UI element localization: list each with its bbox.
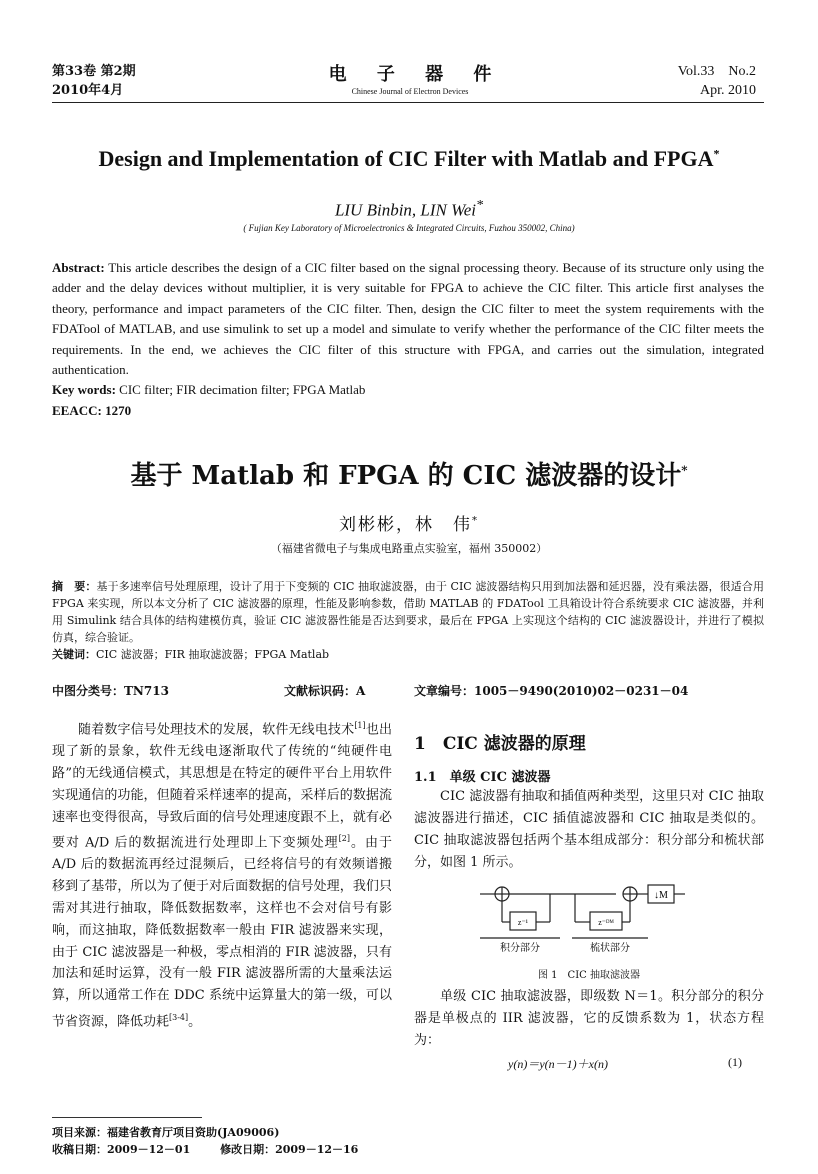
english-affiliation: ( Fujian Key Laboratory of Microelectronics & Integrated Circuits, Fuzhou 350002, China) bbox=[243, 223, 575, 233]
intro-paragraph: 随着数字信号处理技术的发展，软件无线电技术[1]也出现了新的景象，软件无线电逐渐取代了传统的“纯硬件电路”的无线通信模式，其思想是在特定的硬件平台上用软件实现通信的功能，但随着采样速率的提高，采样后的数据流速率也变得很高，导致后面的信号处理速度跟不上，就有必要对 A/D 后的数据流进行处理即上下变频处理[2]。由于 A/D 后的数据流再经过混频后，已经将信号的有效频谱搬移到了基带，所以为了便于对后面数据的信号处理，我们只需对其进行抽取，降低数据数率，这样也不会对信号有影响，而这抽取，降低数据数率一般由 FIR 滤波器来实现，由于 CIC 滤波器是一种极，零点相消的 FIR 滤波器，只有加法和延时运算，没有一般 FIR 滤波器所需的大量乘法运算，所以通常工作在 DDC 系统中运算量大的第一级，可以节省资源，降低功耗[3-4]。 bbox=[52, 721, 392, 1030]
keywords-label: Key words: bbox=[52, 382, 116, 398]
english-authors: LIU Binbin, LIN Wei* bbox=[334, 197, 484, 220]
subsection-title: 1.1 单级 CIC 滤波器 bbox=[414, 770, 551, 785]
equation-1: y(n)＝y(n－1)＋x(n) bbox=[508, 1057, 608, 1071]
english-title: Design and Implementation of CIC Filter with Matlab and FPGA* bbox=[98, 146, 720, 171]
chinese-abstract bbox=[52, 578, 764, 663]
keywords-line bbox=[52, 380, 764, 400]
cn-abstract-text: 基于多速率信号处理原理，设计了用于下变频的 CIC 抽取滤波器，由于 CIC 滤波器结构只用到加法器和延迟器，没有乘法器，很适合用 FPGA 来实现，所以本文分析了 CIC 滤波器的原理，性能及影响参数，借助 MATLAB 的 FDATool 工具箱设计符合系统要求 CIC 滤波器，并利用 Simulink 结合具体的结构建模仿真，验证 CIC 滤波器性能是否达到要求，最后在 FPGA 上实现这个结构的 CIC 滤波器设计，并进行了模拟仿真，综合验证。 bbox=[52, 580, 765, 644]
clc-code: 中图分类号：TN713 bbox=[52, 684, 169, 698]
english-abstract bbox=[52, 258, 764, 421]
document-code: 文献标识码：A bbox=[284, 684, 366, 698]
article-number: 文章编号：1005－9490(2010)02－0231－04 bbox=[414, 684, 689, 698]
date-en: Apr. 2010 bbox=[700, 83, 756, 98]
cn-abstract-paragraph bbox=[52, 578, 764, 646]
chinese-authors-mark: * bbox=[472, 515, 479, 527]
header-rule bbox=[52, 102, 764, 103]
journal-name-cn: 电 子 器 件 bbox=[328, 64, 504, 85]
volume-number: Vol.33 No.2 bbox=[677, 64, 756, 79]
journal-issue-left bbox=[52, 62, 136, 100]
chinese-title: 基于 Matlab 和 FPGA 的 CIC 滤波器的设计* bbox=[130, 461, 688, 491]
downsample-label: ↓M bbox=[654, 890, 668, 901]
eeacc-line bbox=[52, 401, 764, 421]
cic-filter-diagram bbox=[470, 876, 710, 956]
date-cn: 2010年4月 bbox=[52, 83, 124, 98]
citation-3-4: [3-4] bbox=[169, 1013, 189, 1023]
keywords-text: CIC filter; FIR decimation filter; FPGA Matlab bbox=[119, 382, 366, 398]
abstract-paragraph bbox=[52, 258, 764, 380]
funding-note: 项目来源：福建省教育厅项目资助(JA09006) bbox=[52, 1126, 280, 1139]
citation-1: [1] bbox=[354, 721, 366, 730]
comb-label: 梳状部分 bbox=[590, 943, 630, 954]
footnote bbox=[52, 1124, 358, 1158]
section-paragraph-2: 单级 CIC 抽取滤波器，即级数 N＝1。积分部分的积分器是单极点的 IIR 滤波器，它的反馈系数为 1，状态方程为： bbox=[414, 989, 764, 1048]
footnote-rule bbox=[52, 1117, 202, 1118]
eeacc-label: EEACC: bbox=[52, 402, 102, 418]
figure-caption: 图 1 CIC 抽取滤波器 bbox=[538, 970, 640, 981]
journal-name bbox=[300, 60, 520, 96]
english-authors-mark: * bbox=[475, 197, 484, 213]
delay-label-1: z⁻¹ bbox=[517, 918, 529, 927]
abstract-text: This article describes the design of a CIC filter based on the signal processing theory. Because of its structure only using the adder and the delay devices without multiplier, it is very suitable for FPGA to achieve the CIC filter. This article first analyses the theory, performance and impact parameters of the CIC filter. Then, design the CIC filter to meet the system requirements with the FDATool of MATLAB, and use simulink to set up a model and simulate to verify whether the performance of the CIC filter meets the requirements. In the end, we achieves the CIC filter of this structure with FPGA, and carries out the simulation, integrated authentication. bbox=[52, 260, 764, 378]
chinese-title-mark: * bbox=[681, 463, 688, 478]
citation-2: [2] bbox=[338, 834, 350, 844]
revised-date: 修改日期：2009－12－16 bbox=[220, 1143, 359, 1156]
english-title-mark: * bbox=[713, 146, 720, 161]
chinese-authors: 刘彬彬，林 伟* bbox=[339, 515, 479, 535]
cn-keywords-line bbox=[52, 646, 764, 663]
section-paragraph-1: CIC 滤波器有抽取和插值两种类型，这里只对 CIC 抽取滤波器进行描述，CIC 插值滤波器和 CIC 抽取是类似的。CIC 抽取滤波器包括两个基本组成部分：积分部分和梳状部分，如图 1 所示。 bbox=[414, 789, 764, 870]
date-note bbox=[52, 1141, 358, 1158]
abstract-label: Abstract: bbox=[52, 260, 105, 275]
equation-number: (1) bbox=[728, 1055, 742, 1069]
cn-keywords-label: 关键词： bbox=[52, 648, 96, 661]
cn-abstract-label: 摘 要： bbox=[52, 580, 97, 593]
received-date: 收稿日期：2009－12－01 bbox=[52, 1143, 191, 1156]
cn-keywords-text: CIC 滤波器；FIR 抽取滤波器；FPGA Matlab bbox=[96, 648, 330, 661]
journal-name-en: Chinese Journal of Electron Devices bbox=[351, 87, 469, 96]
eeacc-text: 1270 bbox=[105, 402, 132, 418]
journal-issue-right bbox=[678, 62, 756, 100]
delay-label-2: z⁻ᴰᴹ bbox=[598, 918, 614, 927]
section-title: 1 CIC 滤波器的原理 bbox=[414, 734, 586, 754]
issue-cn: 第33卷 第2期 bbox=[52, 64, 136, 79]
integrator-label: 积分部分 bbox=[500, 943, 540, 954]
chinese-affiliation: （福建省微电子与集成电路重点实验室，福州 350002） bbox=[270, 542, 548, 555]
